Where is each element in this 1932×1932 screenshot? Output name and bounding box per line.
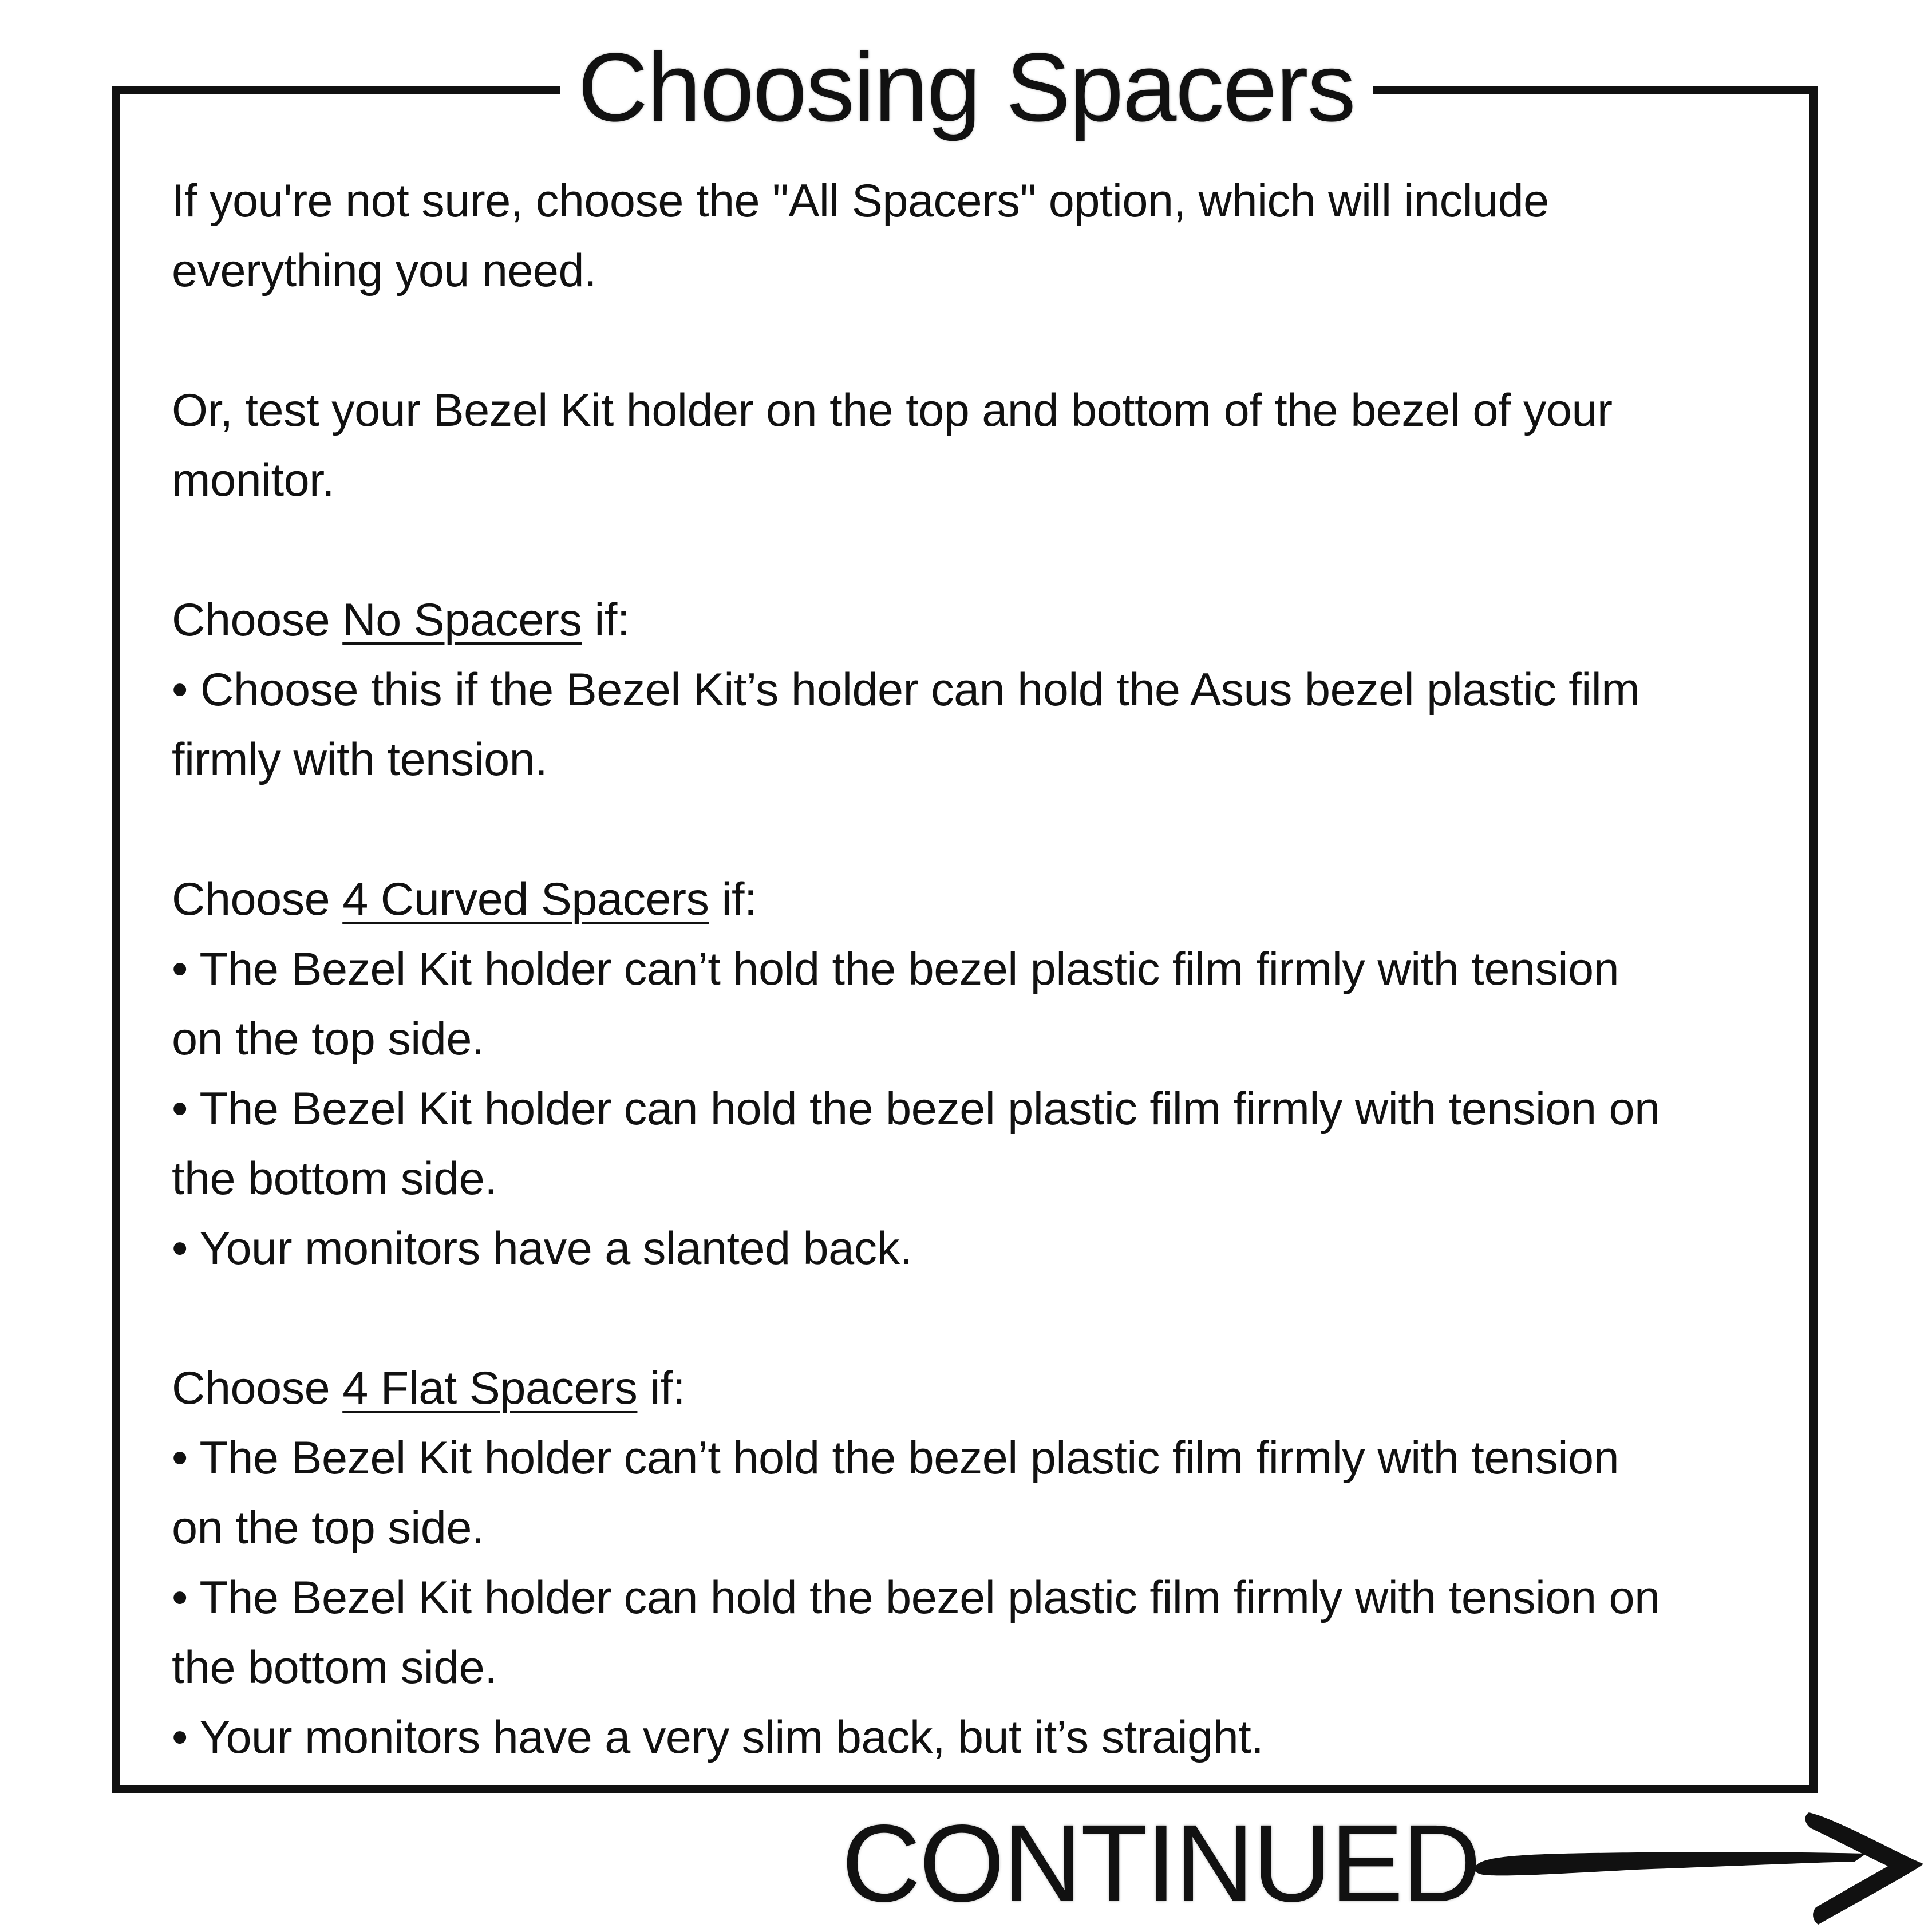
heading-suffix: if: — [709, 874, 757, 925]
test-line-2: monitor. — [172, 455, 335, 506]
body-text — [172, 166, 1775, 1772]
no-spacers-line-2: firmly with tension. — [172, 734, 548, 785]
curved-spacers-option: 4 Curved Spacers — [342, 874, 709, 925]
heading-prefix: Choose — [172, 1362, 343, 1414]
curved-spacers-heading — [172, 864, 1775, 934]
heading-prefix: Choose — [172, 594, 343, 646]
heading-suffix: if: — [582, 594, 630, 646]
intro-line-1: If you're not sure, choose the "All Spacers" option, which will include — [172, 175, 1549, 227]
no-spacers-line-1: • Choose this if the Bezel Kit’s holder can hold the Asus bezel plastic film — [172, 664, 1640, 716]
curved-spacers-line-5: • Your monitors have a slanted back. — [172, 1223, 912, 1274]
curved-spacers-line-1: • The Bezel Kit holder can’t hold the bezel plastic film firmly with tension — [172, 943, 1619, 995]
curved-spacers-line-4: the bottom side. — [172, 1153, 497, 1204]
flat-spacers-line-2: on the top side. — [172, 1502, 484, 1554]
right-arrow-icon — [1465, 1797, 1929, 1929]
flat-spacers-line-5: • Your monitors have a very slim back, but it’s straight. — [172, 1712, 1264, 1763]
no-spacers-option: No Spacers — [342, 594, 582, 646]
heading-suffix: if: — [637, 1362, 685, 1414]
no-spacers-heading — [172, 585, 1775, 655]
flat-spacers-line-4: the bottom side. — [172, 1642, 497, 1693]
flat-spacers-heading — [172, 1353, 1775, 1423]
flat-spacers-line-3: • The Bezel Kit holder can hold the bezel plastic film firmly with tension on — [172, 1572, 1660, 1623]
heading-prefix: Choose — [172, 874, 343, 925]
test-line-1: Or, test your Bezel Kit holder on the top and bottom of the bezel of your — [172, 385, 1613, 436]
intro-line-2: everything you need. — [172, 245, 597, 297]
continued-label: CONTINUED — [841, 1801, 1480, 1925]
curved-spacers-line-3: • The Bezel Kit holder can hold the bezel plastic film firmly with tension on — [172, 1083, 1660, 1135]
curved-spacers-line-2: on the top side. — [172, 1013, 484, 1065]
flat-spacers-option: 4 Flat Spacers — [342, 1362, 638, 1414]
page-title: Choosing Spacers — [560, 27, 1373, 148]
flat-spacers-line-1: • The Bezel Kit holder can’t hold the bezel plastic film firmly with tension — [172, 1432, 1619, 1484]
